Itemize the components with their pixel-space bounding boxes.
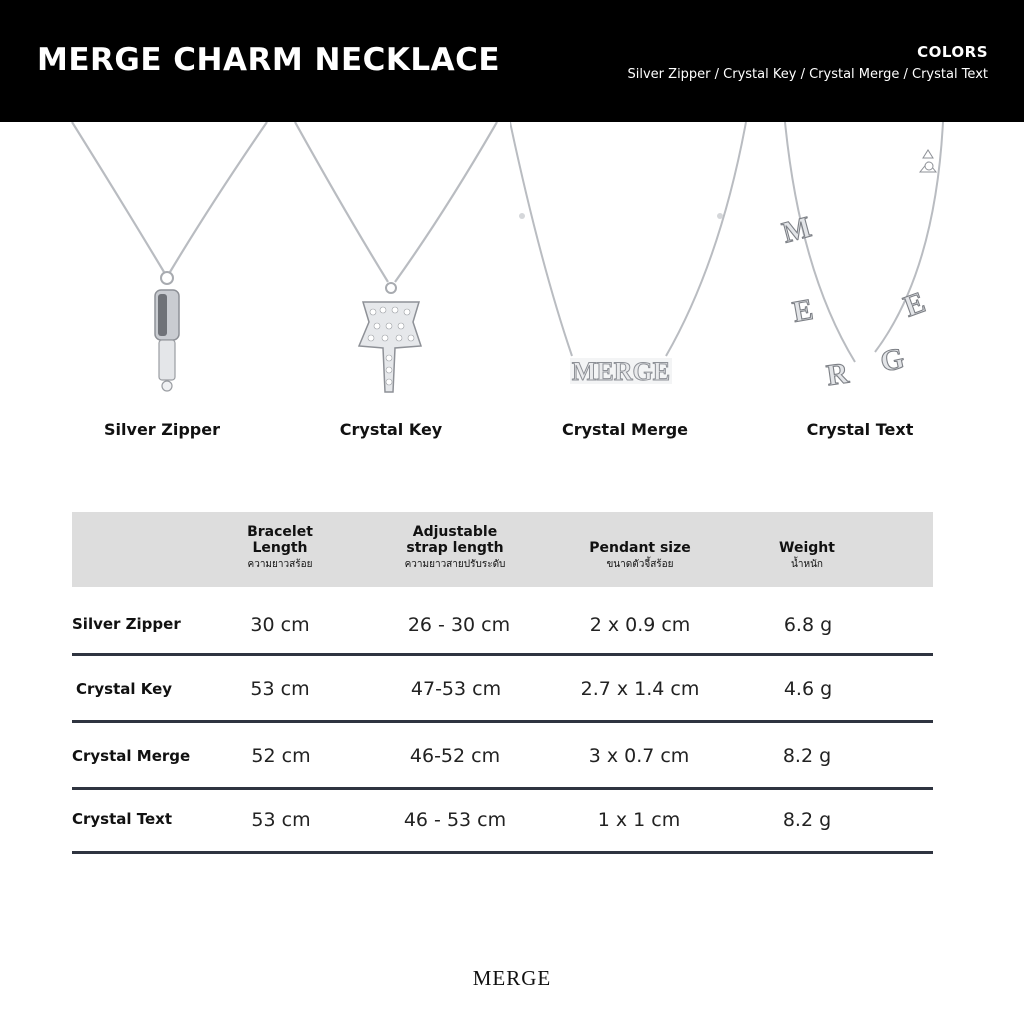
header-weight-thai: น้ำหนัก xyxy=(791,559,823,570)
cell-length-crystal-key: 53 cm xyxy=(250,678,310,700)
cell-strap-crystal-merge: 46-52 cm xyxy=(409,745,501,767)
svg-text:R: R xyxy=(824,356,851,393)
header-adjustable-line2: strap length xyxy=(406,540,504,556)
brand-logo-text: MERGE xyxy=(472,966,552,990)
header-pendant-size xyxy=(560,540,720,572)
row-divider xyxy=(72,787,933,790)
cell-pendant-silver-zipper: 2 x 0.9 cm xyxy=(589,614,691,636)
header-pendant-thai: ขนาดตัวจี้สร้อย xyxy=(606,559,674,570)
cell-pendant-crystal-text: 1 x 1 cm xyxy=(597,809,681,831)
cell-length-crystal-text: 53 cm xyxy=(251,809,311,831)
row-name-crystal-text: Crystal Text xyxy=(72,810,173,828)
crystal-letter-charm-necklace-icon xyxy=(765,122,965,412)
page-title: MERGE CHARM NECKLACE xyxy=(37,42,501,78)
header-pendant-en: Pendant size xyxy=(589,540,691,556)
header-weight xyxy=(727,540,887,572)
row-divider xyxy=(72,720,933,723)
svg-text:M: M xyxy=(778,210,815,250)
header-adjustable-strap xyxy=(375,524,535,572)
svg-text:E: E xyxy=(899,285,930,324)
product-name-crystal-text: Crystal Text xyxy=(806,420,914,439)
header-adjustable-thai: ความยาวสายปรับระดับ xyxy=(404,559,506,570)
row-name-crystal-key: Crystal Key xyxy=(76,680,173,698)
header-bracelet-thai: ความยาวสร้อย xyxy=(247,559,313,570)
cell-weight-crystal-key: 4.6 g xyxy=(783,678,833,700)
cell-length-crystal-merge: 52 cm xyxy=(251,745,311,767)
svg-text:MERGE: MERGE xyxy=(571,357,671,386)
page-header xyxy=(0,0,1024,122)
header-bracelet-line2: Length xyxy=(252,540,308,556)
crystal-merge-bar-necklace-icon xyxy=(510,122,750,412)
colors-label: COLORS xyxy=(917,43,988,61)
product-name-crystal-key: Crystal Key xyxy=(339,420,443,439)
zipper-pendant-necklace-icon xyxy=(62,122,282,412)
product-name-crystal-merge: Crystal Merge xyxy=(561,420,689,439)
crystal-key-pendant-necklace-icon xyxy=(285,122,505,412)
row-divider xyxy=(72,653,933,656)
header-bracelet-line1: Bracelet xyxy=(247,524,313,540)
row-name-silver-zipper: Silver Zipper xyxy=(72,615,181,633)
row-divider xyxy=(72,851,933,854)
cell-weight-crystal-merge: 8.2 g xyxy=(782,745,832,767)
header-weight-en: Weight xyxy=(779,540,835,556)
cell-strap-crystal-text: 46 - 53 cm xyxy=(403,809,507,831)
cell-weight-crystal-text: 8.2 g xyxy=(782,809,832,831)
cell-pendant-crystal-merge: 3 x 0.7 cm xyxy=(588,745,690,767)
header-bracelet-length xyxy=(200,524,360,572)
svg-text:G: G xyxy=(877,341,908,379)
svg-text:E: E xyxy=(790,292,816,329)
cell-length-silver-zipper: 30 cm xyxy=(250,614,310,636)
colors-list: Silver Zipper / Crystal Key / Crystal Merge / Crystal Text xyxy=(627,67,988,82)
cell-strap-crystal-key: 47-53 cm xyxy=(410,678,502,700)
cell-weight-silver-zipper: 6.8 g xyxy=(783,614,833,636)
row-name-crystal-merge: Crystal Merge xyxy=(72,747,191,765)
cell-strap-silver-zipper: 26 - 30 cm xyxy=(407,614,511,636)
product-name-silver-zipper: Silver Zipper xyxy=(104,420,220,439)
header-adjustable-line1: Adjustable xyxy=(412,524,498,540)
cell-pendant-crystal-key: 2.7 x 1.4 cm xyxy=(580,678,700,700)
